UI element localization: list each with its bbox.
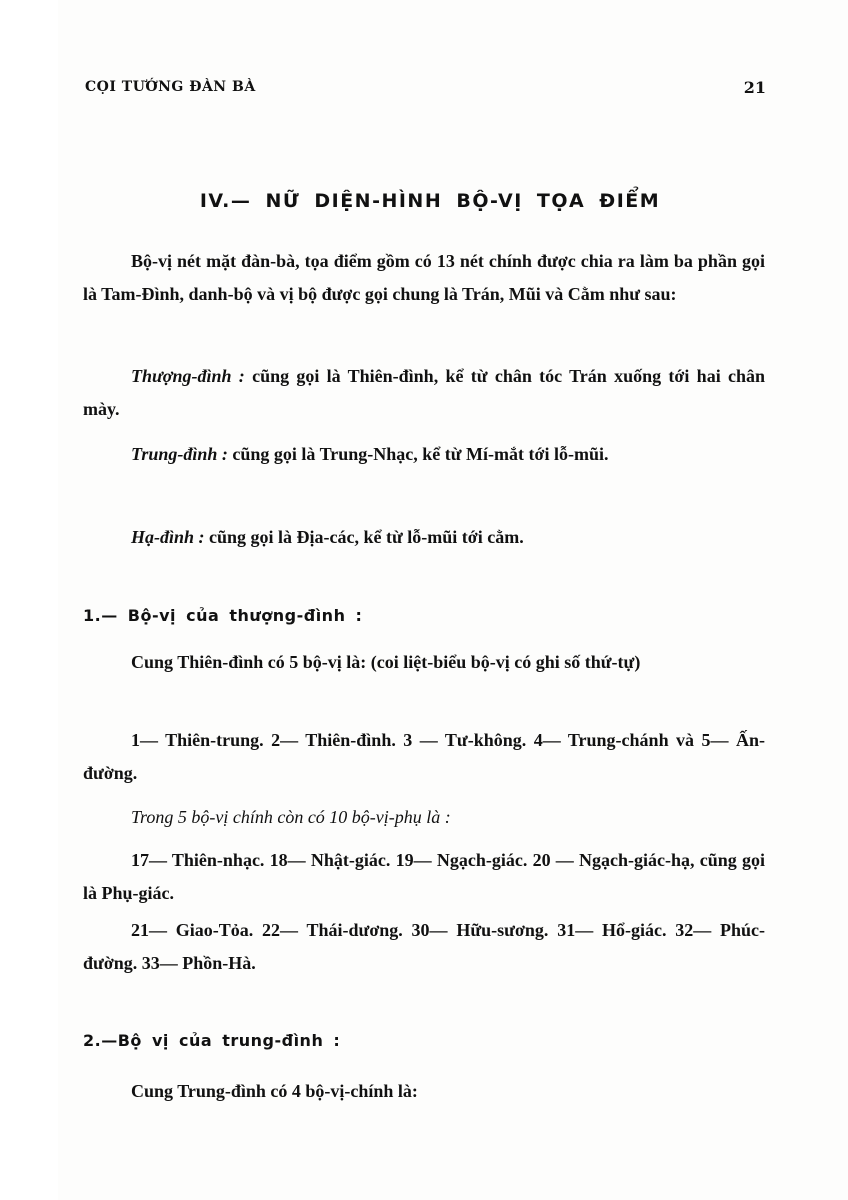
section-paragraph: Cung Thiên-đình có 5 bộ-vị là: (coi liệt-biểu bộ-vị có ghi số thứ-tự) bbox=[131, 652, 641, 672]
definition-ha-dinh bbox=[83, 521, 765, 554]
definition-term: Hạ-đình : bbox=[131, 527, 205, 547]
section-paragraph: 17— Thiên-nhạc. 18— Nhật-giác. 19— Ngạch-giác. 20 — Ngạch-giác-hạ, cũng gọi là Phụ-giác. bbox=[83, 850, 765, 903]
section-paragraph: Cung Trung-đình có 4 bộ-vị-chính là: bbox=[131, 1081, 418, 1101]
page-number: 21 bbox=[743, 77, 766, 97]
section-heading-thuong-dinh: 1.— Bộ-vị của thượng-đình : bbox=[83, 606, 363, 625]
section-paragraph: 1— Thiên-trung. 2— Thiên-đình. 3 — Tư-không. 4— Trung-chánh và 5— Ấn-đường. bbox=[83, 730, 765, 783]
section-paragraph: 21— Giao-Tỏa. 22— Thái-dương. 30— Hữu-sương. 31— Hổ-giác. 32— Phúc-đường. 33— Phồn-Hà. bbox=[83, 920, 765, 973]
book-page bbox=[58, 0, 848, 1200]
definition-text: cũng gọi là Trung-Nhạc, kể từ Mí-mắt tới lỗ-mũi. bbox=[227, 444, 609, 464]
running-header bbox=[85, 74, 766, 100]
definition-text: cũng gọi là Thiên-đình, kể từ chân tóc Trán xuống tới hai chân mày. bbox=[83, 366, 765, 419]
chapter-title: IV.— NỮ DIỆN-HÌNH BỘ-VỊ TỌA ĐIỂM bbox=[199, 190, 661, 212]
definition-term: Thượng-đình : bbox=[131, 366, 245, 386]
definition-thuong-dinh bbox=[83, 360, 765, 426]
italic-note: Trong 5 bộ-vị chính còn có 10 bộ-vị-phụ là : bbox=[131, 807, 451, 827]
running-title: CỌI TƯỚNG ĐÀN BÀ bbox=[85, 79, 256, 95]
definition-term: Trung-đình : bbox=[131, 444, 228, 464]
intro-paragraph: Bộ-vị nét mặt đàn-bà, tọa điểm gồm có 13 nét chính được chia ra làm ba phần gọi là Tam-Đình, danh-bộ và vị bộ được gọi chung là Trán, Mũi và Cằm như sau: bbox=[83, 251, 765, 304]
section-heading-trung-dinh: 2.—Bộ vị của trung-đình : bbox=[83, 1031, 341, 1050]
definition-trung-dinh bbox=[83, 438, 765, 471]
definition-text: cũng gọi là Địa-các, kể từ lỗ-mũi tới cằm. bbox=[204, 527, 524, 547]
